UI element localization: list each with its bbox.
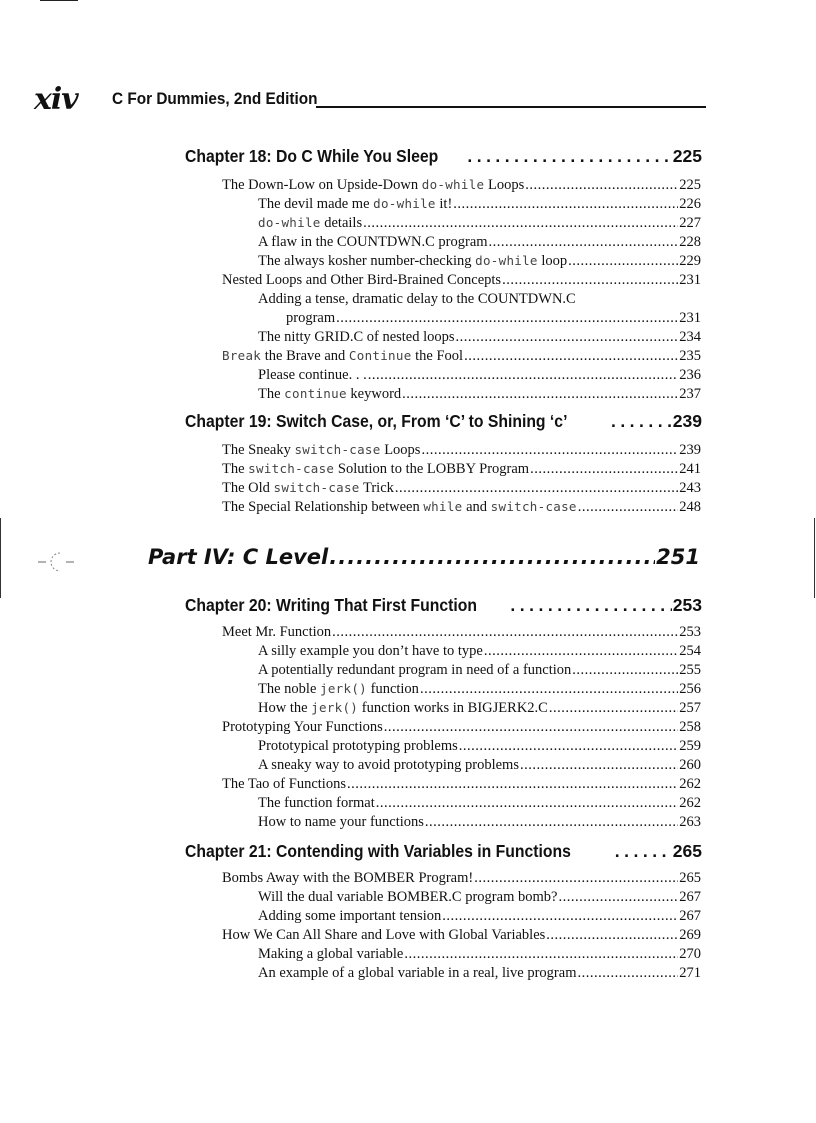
page-number: xiv bbox=[34, 82, 78, 117]
title-text: A potentially redundant program in need of a function bbox=[258, 662, 572, 678]
page-ref: 267 bbox=[679, 889, 701, 905]
page-ref: 256 bbox=[679, 681, 701, 697]
entry-title bbox=[258, 386, 401, 403]
title-text: The function format bbox=[258, 795, 375, 811]
code-term: do-while bbox=[373, 196, 436, 211]
toc-section bbox=[222, 927, 701, 944]
dot-leader bbox=[568, 253, 678, 270]
entry-title bbox=[258, 795, 375, 812]
toc-subsection bbox=[258, 946, 701, 963]
code-term: jerk() bbox=[320, 681, 367, 696]
title-text: An example of a global variable in a real, live program bbox=[258, 965, 577, 981]
page-ref: 267 bbox=[679, 908, 701, 924]
dot-leader bbox=[572, 662, 678, 679]
toc-section bbox=[222, 442, 701, 459]
page-ref: 258 bbox=[679, 719, 701, 735]
page-ref: 225 bbox=[679, 177, 701, 193]
entry-title bbox=[258, 643, 483, 660]
entry-title bbox=[222, 442, 420, 459]
code-term: Break bbox=[222, 348, 262, 363]
page-ref: 227 bbox=[679, 215, 701, 231]
code-term: continue bbox=[284, 386, 347, 401]
page-ref: 236 bbox=[679, 367, 701, 383]
entry-title bbox=[222, 272, 501, 289]
entry-title bbox=[258, 908, 441, 925]
dot-leader bbox=[384, 719, 679, 736]
entry-title bbox=[222, 776, 346, 793]
toc-subsection bbox=[258, 329, 701, 346]
title-text: Adding some important tension bbox=[258, 908, 442, 924]
entry-title bbox=[258, 329, 455, 346]
title-text: Adding a tense, dramatic delay to the COUNTDWN.C bbox=[258, 291, 576, 307]
title-text: Trick bbox=[359, 480, 394, 496]
page-ref: 225 bbox=[672, 146, 702, 166]
page-ref: 271 bbox=[679, 965, 701, 981]
page-ref: 265 bbox=[679, 870, 701, 886]
page-ref: 237 bbox=[679, 386, 701, 402]
entry-title bbox=[185, 595, 477, 616]
title-text: The bbox=[258, 386, 285, 402]
dot-leader bbox=[520, 757, 678, 774]
entry-title bbox=[258, 889, 557, 906]
title-text: Part IV: C Level bbox=[148, 545, 329, 569]
toc-section bbox=[222, 348, 701, 365]
dot-leader bbox=[611, 411, 672, 432]
code-term: switch-case bbox=[248, 461, 335, 476]
title-text: Loops bbox=[380, 442, 421, 458]
title-text: and bbox=[462, 499, 491, 515]
page-ref: 231 bbox=[679, 310, 701, 326]
dot-leader bbox=[404, 946, 678, 963]
entry-title bbox=[258, 215, 362, 232]
page-ref: 260 bbox=[679, 757, 701, 773]
entry-title bbox=[222, 624, 331, 641]
page-ref: 239 bbox=[679, 442, 701, 458]
title-text: The noble bbox=[258, 681, 321, 697]
toc-subsection bbox=[258, 738, 701, 755]
title-text: The Down-Low on Upside-Down bbox=[222, 177, 422, 193]
toc-section bbox=[222, 499, 701, 516]
code-term: do-while bbox=[421, 177, 485, 192]
title-text: keyword bbox=[346, 386, 402, 402]
title-text: Chapter 20: Writing That First Function bbox=[185, 595, 477, 615]
entry-title bbox=[258, 291, 576, 308]
page-ref: 229 bbox=[679, 253, 701, 269]
title-text: How the bbox=[258, 700, 312, 716]
entry-title bbox=[222, 177, 524, 194]
toc-section bbox=[222, 624, 701, 641]
code-term: switch-case bbox=[294, 442, 381, 457]
dot-leader bbox=[558, 889, 678, 906]
page-ref: 241 bbox=[679, 461, 701, 477]
toc-subsection bbox=[258, 367, 701, 384]
chapter-heading bbox=[185, 841, 702, 862]
entry-title bbox=[222, 348, 463, 365]
chapter-heading bbox=[185, 411, 702, 432]
entry-title bbox=[185, 411, 567, 432]
dot-leader bbox=[442, 908, 678, 925]
entry-title bbox=[185, 146, 438, 167]
title-text: A sneaky way to avoid prototyping problems bbox=[258, 757, 519, 773]
chapter-heading bbox=[185, 595, 702, 616]
dot-leader bbox=[578, 499, 678, 516]
page-ref: 262 bbox=[679, 795, 701, 811]
title-text: Nested Loops and Other Bird-Brained Concepts bbox=[222, 272, 502, 288]
dot-leader bbox=[546, 927, 678, 944]
title-text: Please continue. . . bbox=[258, 367, 367, 383]
toc-subsection bbox=[258, 700, 701, 717]
page-ref: 226 bbox=[679, 196, 701, 212]
title-text: The always kosher number-checking bbox=[258, 253, 476, 269]
toc-subsection bbox=[258, 908, 701, 925]
title-text: Chapter 19: Switch Case, or, From ‘C’ to Shining ‘c’ bbox=[185, 411, 568, 431]
title-text: Prototyping Your Functions bbox=[222, 719, 383, 735]
dot-leader bbox=[459, 738, 678, 755]
toc-subsection bbox=[258, 681, 701, 698]
code-term: do-while bbox=[258, 215, 321, 230]
title-text: program bbox=[286, 310, 336, 326]
dot-leader bbox=[368, 367, 679, 384]
entry-title bbox=[258, 814, 424, 831]
entry-title bbox=[222, 719, 383, 736]
dot-leader bbox=[347, 776, 678, 793]
page-ref: 255 bbox=[679, 662, 701, 678]
dot-leader bbox=[376, 795, 678, 812]
entry-title bbox=[222, 927, 545, 944]
toc-subsection bbox=[258, 386, 701, 403]
toc-subsection bbox=[258, 795, 701, 812]
title-text: loop bbox=[537, 253, 568, 269]
page-ref: 239 bbox=[672, 411, 702, 431]
entry-title bbox=[258, 965, 576, 982]
page-ref: 248 bbox=[679, 499, 701, 515]
entry-title bbox=[185, 841, 571, 862]
dot-leader bbox=[453, 196, 678, 213]
dot-leader bbox=[402, 386, 678, 403]
title-text: the Brave and bbox=[261, 348, 349, 364]
toc-subsection bbox=[258, 662, 701, 679]
dot-leader bbox=[489, 234, 679, 251]
page-ref: 263 bbox=[679, 814, 701, 830]
dot-leader bbox=[363, 215, 678, 232]
title-text: The Special Relationship between bbox=[222, 499, 424, 515]
dot-leader bbox=[421, 442, 678, 459]
title-text: it! bbox=[435, 196, 453, 212]
dot-leader bbox=[329, 545, 655, 569]
top-rule bbox=[40, 0, 78, 1]
toc-subsection-continued bbox=[286, 310, 701, 327]
code-term: Continue bbox=[348, 348, 412, 363]
title-text: Meet Mr. Function bbox=[222, 624, 332, 640]
dot-leader bbox=[336, 310, 678, 327]
dot-leader bbox=[577, 965, 678, 982]
title-text: The devil made me bbox=[258, 196, 374, 212]
entry-title bbox=[258, 700, 548, 717]
code-term: switch-case bbox=[273, 480, 360, 495]
toc-subsection bbox=[258, 253, 701, 270]
toc-section bbox=[222, 870, 701, 887]
page-ref: 253 bbox=[672, 595, 702, 615]
toc-section bbox=[222, 177, 701, 194]
entry-title bbox=[258, 738, 458, 755]
title-text: A flaw in the COUNTDWN.C program bbox=[258, 234, 488, 250]
page-ref: 231 bbox=[679, 272, 701, 288]
title-text: Chapter 21: Contending with Variables in Functions bbox=[185, 841, 571, 861]
code-term: while bbox=[423, 499, 463, 514]
chapter-heading bbox=[185, 146, 702, 167]
dot-leader bbox=[474, 870, 678, 887]
title-text: Loops bbox=[484, 177, 525, 193]
dot-leader bbox=[395, 480, 678, 497]
page-header bbox=[34, 80, 706, 116]
page-ref: 262 bbox=[679, 776, 701, 792]
entry-title bbox=[258, 253, 567, 270]
title-text: Bombs Away with the BOMBER Program! bbox=[222, 870, 474, 886]
dot-leader bbox=[549, 700, 678, 717]
entry-title bbox=[258, 946, 403, 963]
entry-title bbox=[258, 662, 571, 679]
title-text: The bbox=[222, 461, 249, 477]
page-ref: 270 bbox=[679, 946, 701, 962]
title-text: The nitty GRID.C of nested loops bbox=[258, 329, 455, 345]
header-rule bbox=[316, 106, 706, 108]
dot-leader bbox=[484, 643, 678, 660]
title-text: How We Can All Share and Love with Global Variables bbox=[222, 927, 546, 943]
title-text: Chapter 18: Do C While You Sleep bbox=[185, 146, 439, 166]
toc-subsection bbox=[258, 965, 701, 982]
entry-title bbox=[258, 757, 519, 774]
toc-section bbox=[222, 461, 701, 478]
toc-subsection bbox=[258, 215, 701, 232]
page-ref: 269 bbox=[679, 927, 701, 943]
page-ref: 254 bbox=[679, 643, 701, 659]
title-text: The Sneaky bbox=[222, 442, 295, 458]
dot-leader bbox=[525, 177, 678, 194]
crop-mark-right bbox=[814, 518, 815, 598]
toc-section bbox=[222, 480, 701, 497]
entry-title bbox=[148, 545, 328, 569]
title-text: The Tao of Functions bbox=[222, 776, 346, 792]
toc-subsection bbox=[258, 196, 701, 213]
entry-title bbox=[222, 461, 529, 478]
page-ref: 265 bbox=[672, 841, 702, 861]
dot-leader bbox=[425, 814, 678, 831]
code-term: do-while bbox=[475, 253, 538, 268]
title-text: How to name your functions bbox=[258, 814, 424, 830]
dot-leader bbox=[467, 146, 671, 167]
title-text: function bbox=[366, 681, 419, 697]
page-ref: 253 bbox=[679, 624, 701, 640]
title-text: Prototypical prototyping problems bbox=[258, 738, 458, 754]
toc-section bbox=[222, 719, 701, 736]
title-text: Will the dual variable BOMBER.C program bomb? bbox=[258, 889, 558, 905]
title-text: the Fool bbox=[411, 348, 464, 364]
page-ref: 228 bbox=[679, 234, 701, 250]
dot-leader bbox=[510, 595, 671, 616]
code-term: switch-case bbox=[490, 499, 577, 514]
title-text: Making a global variable bbox=[258, 946, 404, 962]
entry-title bbox=[222, 480, 394, 497]
toc-subsection bbox=[258, 889, 701, 906]
dot-leader bbox=[530, 461, 678, 478]
page-ref: 234 bbox=[679, 329, 701, 345]
book-title: C For Dummies, 2nd Edition bbox=[112, 90, 318, 108]
dot-leader bbox=[420, 681, 678, 698]
title-text: function works in BIGJERK2.C bbox=[358, 700, 548, 716]
code-term: jerk() bbox=[311, 700, 359, 715]
toc-subsection bbox=[258, 234, 701, 251]
entry-title bbox=[222, 499, 577, 516]
entry-title bbox=[222, 870, 473, 887]
page-ref: 235 bbox=[679, 348, 701, 364]
page-ref: 243 bbox=[679, 480, 701, 496]
dot-leader bbox=[332, 624, 678, 641]
title-text: Solution to the LOBBY Program bbox=[334, 461, 530, 477]
title-text: A silly example you don’t have to type bbox=[258, 643, 483, 659]
dot-leader bbox=[615, 841, 672, 862]
page-ref: 259 bbox=[679, 738, 701, 754]
dot-leader bbox=[456, 329, 679, 346]
crop-mark-left bbox=[0, 518, 1, 598]
page-ref: 257 bbox=[679, 700, 701, 716]
toc-subsection bbox=[258, 757, 701, 774]
dot-leader bbox=[464, 348, 678, 365]
toc-section bbox=[222, 272, 701, 289]
title-text: details bbox=[320, 215, 363, 231]
page-ref: 251 bbox=[656, 545, 700, 569]
title-text: The Old bbox=[222, 480, 274, 496]
entry-title bbox=[258, 681, 419, 698]
entry-title bbox=[258, 234, 488, 251]
toc-section bbox=[222, 776, 701, 793]
dot-leader bbox=[502, 272, 678, 289]
registration-mark-icon bbox=[34, 548, 84, 576]
part-heading bbox=[148, 545, 700, 569]
toc-subsection bbox=[258, 643, 701, 660]
toc-subsection bbox=[258, 291, 701, 308]
toc-subsection bbox=[258, 814, 701, 831]
entry-title bbox=[258, 196, 452, 213]
entry-title bbox=[258, 367, 367, 384]
entry-title bbox=[286, 310, 335, 327]
